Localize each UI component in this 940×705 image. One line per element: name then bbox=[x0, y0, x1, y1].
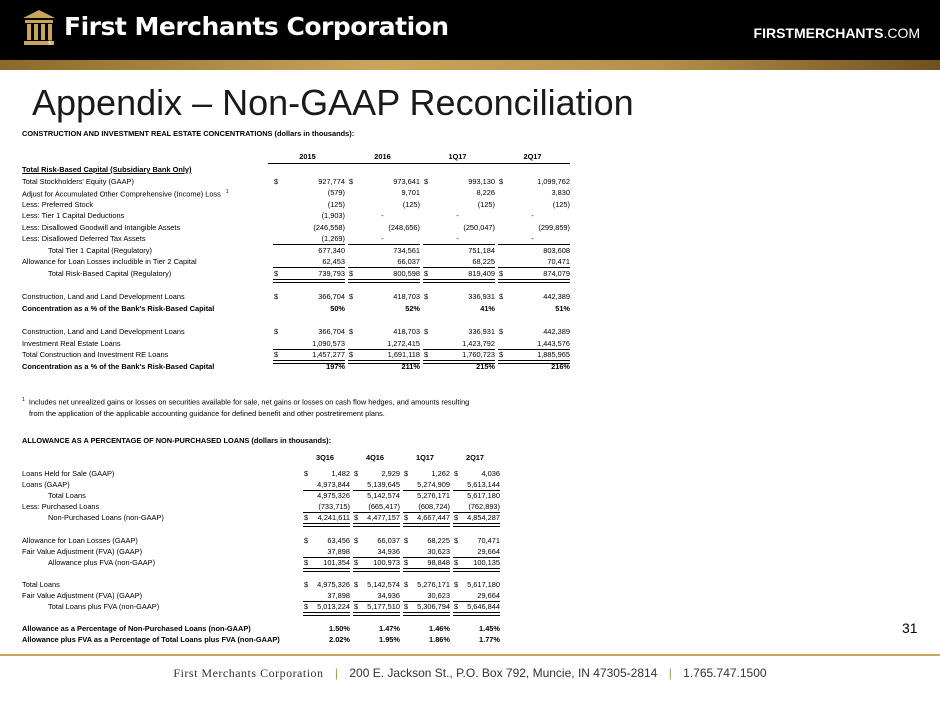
table-cell: (125) bbox=[477, 199, 495, 209]
header-bar bbox=[0, 0, 940, 60]
table-cell: 1,423,792 bbox=[462, 338, 495, 348]
row-label: Total Risk-Based Capital (Subsidiary Bank Only) bbox=[22, 165, 192, 174]
table-cell: 5,139,645 bbox=[367, 480, 400, 490]
row-label: Fair Value Adjustment (FVA) (GAAP) bbox=[22, 590, 143, 600]
table-cell: (125) bbox=[327, 199, 345, 209]
table-cell: (762,893) bbox=[468, 502, 500, 512]
table-cell: 30,623 bbox=[427, 546, 450, 556]
dollar-sign: $ bbox=[304, 557, 309, 567]
table-cell: 5,274,909 bbox=[417, 480, 450, 490]
dollar-sign: $ bbox=[304, 602, 309, 611]
table-cell: (665,417) bbox=[368, 502, 400, 512]
table-cell: 66,037 bbox=[397, 257, 420, 266]
row-label: Allowance plus FVA (non-GAAP) bbox=[48, 557, 156, 567]
row-label: Less: Tier 1 Capital Deductions bbox=[22, 211, 125, 220]
row-label: Fair Value Adjustment (FVA) (GAAP) bbox=[22, 546, 143, 556]
gold-band bbox=[0, 60, 940, 70]
table-cell: 1,760,723 bbox=[462, 350, 495, 359]
table-cell: 34,936 bbox=[377, 546, 400, 556]
table-cell: 1.45% bbox=[479, 624, 500, 634]
table-cell: 819,409 bbox=[468, 268, 495, 278]
table-cell: 1.86% bbox=[429, 635, 450, 645]
table-cell: (1,903) bbox=[321, 211, 345, 220]
table-cell: (246,558) bbox=[313, 222, 345, 232]
table-cell: 677,340 bbox=[318, 245, 345, 255]
dollar-sign: $ bbox=[454, 579, 459, 589]
double-underline bbox=[403, 612, 450, 616]
table-cell: 803,608 bbox=[543, 245, 570, 255]
dollar-sign: $ bbox=[404, 557, 409, 567]
dollar-sign: $ bbox=[424, 268, 429, 278]
footnote-number: 1 bbox=[22, 397, 25, 403]
dollar-sign: $ bbox=[304, 513, 309, 523]
table-cell: 1.95% bbox=[379, 635, 400, 645]
dollar-sign: $ bbox=[274, 268, 279, 278]
dollar-sign: $ bbox=[424, 327, 429, 336]
row-label: Construction, Land and Land Development Loans bbox=[22, 292, 185, 301]
double-underline bbox=[348, 279, 420, 283]
table-cell: 1.77% bbox=[479, 635, 500, 645]
column-header: 2Q17 bbox=[465, 453, 485, 462]
table-cell: 37,898 bbox=[327, 546, 350, 556]
row-label: Less: Disallowed Goodwill and Intangible Assets bbox=[22, 222, 181, 232]
table-cell: 211% bbox=[401, 361, 420, 371]
table-cell: (248,656) bbox=[388, 222, 420, 232]
dollar-sign: $ bbox=[349, 327, 354, 336]
column-header: 1Q17 bbox=[415, 453, 435, 462]
table-cell: 98,848 bbox=[427, 557, 450, 567]
footer-address: 200 E. Jackson St., P.O. Box 792, Muncie, IN 47305-2814 bbox=[349, 666, 658, 680]
company-logo-text: First Merchants Corporation bbox=[64, 12, 449, 41]
dollar-sign: $ bbox=[404, 602, 409, 611]
double-underline bbox=[498, 279, 570, 283]
table-cell: 29,664 bbox=[477, 546, 500, 556]
table-cell: 4,036 bbox=[481, 469, 500, 478]
double-underline bbox=[403, 523, 450, 527]
row-label: Allowance plus FVA as a Percentage of Total Loans plus FVA (non-GAAP) bbox=[22, 635, 280, 645]
dollar-sign: $ bbox=[499, 268, 504, 278]
row-label: Concentration as a % of the Bank's Risk-Based Capital bbox=[22, 361, 215, 371]
table-cell: 418,703 bbox=[393, 327, 420, 336]
dollar-sign: $ bbox=[404, 513, 409, 523]
dollar-sign: $ bbox=[354, 469, 359, 478]
double-underline bbox=[303, 568, 350, 572]
table-cell: 100,973 bbox=[373, 557, 400, 567]
dollar-sign: $ bbox=[274, 350, 279, 359]
dollar-sign: $ bbox=[499, 350, 504, 359]
table-cell: 52% bbox=[405, 303, 420, 313]
column-header: 2016 bbox=[374, 152, 391, 161]
dollar-sign: $ bbox=[404, 535, 409, 545]
site-rest: .COM bbox=[883, 25, 920, 41]
table-cell: 366,704 bbox=[318, 327, 345, 336]
dollar-sign: $ bbox=[354, 535, 359, 545]
table-cell: 973,641 bbox=[393, 176, 420, 186]
row-label: Total Loans bbox=[22, 579, 60, 589]
table-cell: 5,617,180 bbox=[467, 491, 500, 501]
table-cell: 418,703 bbox=[393, 292, 420, 301]
row-label: Less: Purchased Loans bbox=[22, 502, 100, 512]
dollar-sign: $ bbox=[499, 292, 504, 301]
table-cell: 34,936 bbox=[377, 590, 400, 600]
table-cell: 4,241,611 bbox=[317, 513, 350, 523]
page-number: 31 bbox=[902, 620, 918, 636]
double-underline bbox=[353, 523, 400, 527]
dollar-sign: $ bbox=[424, 292, 429, 301]
dollar-sign: $ bbox=[304, 535, 309, 545]
double-underline bbox=[403, 568, 450, 572]
table-cell: 68,225 bbox=[427, 535, 450, 545]
table-cell: (579) bbox=[327, 188, 345, 197]
dollar-sign: $ bbox=[349, 292, 354, 301]
row-label: Total Risk-Based Capital (Regulatory) bbox=[48, 268, 172, 278]
table-cell: 30,623 bbox=[427, 590, 450, 600]
row-label: Construction, Land and Land Development Loans bbox=[22, 327, 185, 336]
row-label: Adjust for Accumulated Other Comprehensive (Income) Loss $^1$ bbox=[22, 189, 229, 199]
table-cell: - bbox=[456, 234, 459, 243]
footer-company: First Merchants Corporation bbox=[173, 666, 324, 680]
table-cell: 5,306,794 bbox=[417, 602, 450, 611]
column-header-underline bbox=[268, 163, 570, 164]
dollar-sign: $ bbox=[304, 579, 309, 589]
dollar-sign: $ bbox=[354, 579, 359, 589]
table-cell: 5,013,224 bbox=[317, 602, 350, 611]
column-header: 1Q17 bbox=[448, 152, 467, 161]
table-cell: 4,975,326 bbox=[317, 491, 350, 501]
column-header: 3Q16 bbox=[315, 453, 335, 462]
table-cell: 1,272,415 bbox=[387, 338, 420, 348]
table-cell: (608,724) bbox=[418, 502, 450, 512]
table-cell: 29,664 bbox=[477, 590, 500, 600]
dollar-sign: $ bbox=[454, 535, 459, 545]
table-cell: 4,667,447 bbox=[417, 513, 450, 523]
dollar-sign: $ bbox=[454, 602, 459, 611]
table-cell: 442,389 bbox=[543, 327, 570, 336]
footnote-line-1 bbox=[22, 397, 469, 406]
table-cell: 927,774 bbox=[318, 176, 345, 186]
table-cell: 101,354 bbox=[323, 557, 350, 567]
row-label: Total Loans plus FVA (non-GAAP) bbox=[48, 602, 160, 611]
table-cell: 5,177,510 bbox=[367, 602, 400, 611]
table-cell: - bbox=[531, 211, 534, 220]
dollar-sign: $ bbox=[349, 176, 354, 186]
footer-divider bbox=[0, 654, 940, 656]
table-cell: 366,704 bbox=[318, 292, 345, 301]
dollar-sign: $ bbox=[404, 579, 409, 589]
double-underline bbox=[453, 612, 500, 616]
table-cell: 5,276,171 bbox=[417, 491, 450, 501]
dollar-sign: $ bbox=[499, 327, 504, 336]
table-cell: 874,079 bbox=[543, 268, 570, 278]
table-cell: 1,457,277 bbox=[312, 350, 345, 359]
section-heading: CONSTRUCTION AND INVESTMENT REAL ESTATE CONCENTRATIONS (dollars in thousands): bbox=[22, 129, 355, 138]
row-label: Allowance as a Percentage of Non-Purchased Loans (non-GAAP) bbox=[22, 624, 251, 634]
table-cell: - bbox=[381, 211, 384, 220]
row-label: Total Stockholders' Equity (GAAP) bbox=[22, 176, 134, 186]
table-cell: 70,471 bbox=[547, 257, 570, 266]
row-label: Loans Held for Sale (GAAP) bbox=[22, 469, 115, 478]
table-cell: 1,099,762 bbox=[537, 176, 570, 186]
table-cell: 216% bbox=[551, 361, 570, 371]
row-label: Allowance for Loan Losses includible in Tier 2 Capital bbox=[22, 257, 197, 266]
dollar-sign: $ bbox=[354, 513, 359, 523]
table-cell: (125) bbox=[402, 199, 420, 209]
section-heading: ALLOWANCE AS A PERCENTAGE OF NON-PURCHASED LOANS (dollars in thousands): bbox=[22, 436, 332, 445]
double-underline bbox=[353, 612, 400, 616]
table-cell: 1.46% bbox=[429, 624, 450, 634]
double-underline bbox=[303, 523, 350, 527]
table-cell: 336,931 bbox=[468, 292, 495, 301]
table-cell: 1,885,965 bbox=[537, 350, 570, 359]
row-label: Total Construction and Investment RE Loans bbox=[22, 350, 169, 359]
table-cell: 5,617,180 bbox=[467, 579, 500, 589]
table-cell: 8,226 bbox=[476, 188, 495, 197]
table-cell: 5,142,574 bbox=[367, 579, 400, 589]
row-label: Total Loans bbox=[48, 491, 86, 501]
page-title: Appendix – Non-GAAP Reconciliation bbox=[32, 82, 634, 123]
table-cell: 5,613,144 bbox=[467, 480, 500, 490]
double-underline bbox=[273, 279, 345, 283]
table-cell: 37,898 bbox=[327, 590, 350, 600]
dollar-sign: $ bbox=[354, 602, 359, 611]
table-cell: 751,184 bbox=[468, 245, 495, 255]
row-label: Less: Disallowed Deferred Tax Assets bbox=[22, 234, 146, 243]
footnote-line-2: from the application of the applicable accounting guidance for defined benefit and other postretirement plans. bbox=[29, 409, 385, 418]
table-cell: 41% bbox=[480, 303, 495, 313]
row-label: Investment Real Estate Loans bbox=[22, 338, 121, 348]
dollar-sign: $ bbox=[454, 469, 459, 478]
table-cell: 100,135 bbox=[473, 557, 500, 567]
table-cell: 442,389 bbox=[543, 292, 570, 301]
table-cell: 4,973,844 bbox=[317, 480, 350, 490]
table-cell: - bbox=[456, 211, 459, 220]
table-cell: 51% bbox=[555, 303, 570, 313]
dollar-sign: $ bbox=[349, 268, 354, 278]
footnote-text-1: Includes net unrealized gains or losses on securities available for sale, net gains or losses on cash flow hedges, and amounts resulting bbox=[28, 397, 470, 407]
table-cell: 1,691,118 bbox=[387, 350, 420, 359]
row-label: Total Tier 1 Capital (Regulatory) bbox=[48, 245, 152, 255]
table-cell: (299,859) bbox=[538, 222, 570, 232]
dollar-sign: $ bbox=[349, 350, 354, 359]
table-cell: 68,225 bbox=[472, 257, 495, 266]
table-cell: 62,453 bbox=[322, 257, 345, 266]
dollar-sign: $ bbox=[454, 557, 459, 567]
footer-separator: | bbox=[668, 666, 672, 680]
column-header: 4Q16 bbox=[365, 453, 385, 462]
table-cell: 66,037 bbox=[377, 535, 400, 545]
footer-separator: | bbox=[334, 666, 339, 680]
row-label: Non-Purchased Loans (non-GAAP) bbox=[48, 513, 164, 523]
registered-mark: ® bbox=[48, 41, 53, 47]
row-label: Concentration as a % of the Bank's Risk-Based Capital bbox=[22, 303, 215, 313]
table-cell: 9,701 bbox=[401, 188, 420, 197]
dollar-sign: $ bbox=[424, 176, 429, 186]
table-cell: 50% bbox=[330, 303, 345, 313]
table-cell: 197% bbox=[326, 361, 345, 371]
dollar-sign: $ bbox=[274, 176, 279, 186]
table-cell: 2,929 bbox=[381, 469, 400, 478]
double-underline bbox=[423, 279, 495, 283]
dollar-sign: $ bbox=[499, 176, 504, 186]
table-cell: 734,561 bbox=[393, 245, 420, 255]
table-cell: (125) bbox=[552, 199, 570, 209]
column-header: 2015 bbox=[299, 152, 316, 161]
table-cell: 4,975,326 bbox=[317, 579, 350, 589]
table-cell: 63,456 bbox=[327, 535, 350, 545]
row-label: Allowance for Loan Losses (GAAP) bbox=[22, 535, 138, 545]
table-cell: 2.02% bbox=[329, 635, 350, 645]
table-cell: 1.50% bbox=[329, 624, 350, 634]
table-cell: 1,482 bbox=[331, 469, 350, 478]
table-cell: 4,477,157 bbox=[367, 513, 400, 523]
table-cell: (1,269) bbox=[321, 234, 345, 243]
table-cell: 1.47% bbox=[379, 624, 400, 634]
table-cell: - bbox=[381, 234, 384, 243]
table-cell: 3,830 bbox=[551, 188, 570, 197]
table-cell: 1,090,573 bbox=[312, 338, 345, 348]
dollar-sign: $ bbox=[424, 350, 429, 359]
table-cell: 5,142,574 bbox=[367, 491, 400, 501]
table-cell: 70,471 bbox=[477, 535, 500, 545]
column-header: 2Q17 bbox=[523, 152, 542, 161]
table-cell: 4,854,287 bbox=[467, 513, 500, 523]
table-cell: 336,931 bbox=[468, 327, 495, 336]
table-cell: 800,598 bbox=[393, 268, 420, 278]
table-cell: 993,130 bbox=[468, 176, 495, 186]
table-cell: (250,047) bbox=[463, 222, 495, 232]
dollar-sign: $ bbox=[274, 327, 279, 336]
double-underline bbox=[453, 523, 500, 527]
dollar-sign: $ bbox=[404, 469, 409, 478]
table-cell: 739,793 bbox=[318, 268, 345, 278]
dollar-sign: $ bbox=[454, 513, 459, 523]
footer-phone: 1.765.747.1500 bbox=[683, 666, 767, 680]
table-cell: 5,646,844 bbox=[467, 602, 500, 611]
row-label: Less: Preferred Stock bbox=[22, 199, 94, 209]
table-cell: 1,443,576 bbox=[537, 338, 570, 348]
dollar-sign: $ bbox=[354, 557, 359, 567]
row-label: Loans (GAAP) bbox=[22, 480, 70, 490]
site-bold: FIRSTMERCHANTS bbox=[753, 25, 884, 41]
double-underline bbox=[353, 568, 400, 572]
website-link[interactable] bbox=[754, 25, 920, 41]
table-cell: 215% bbox=[476, 361, 495, 371]
footer bbox=[0, 666, 940, 681]
table-cell: - bbox=[531, 234, 534, 243]
double-underline bbox=[303, 612, 350, 616]
table-cell: (733,715) bbox=[318, 502, 350, 512]
footnote-ref: 1 bbox=[225, 189, 229, 195]
table-cell: 1,262 bbox=[431, 469, 450, 478]
dollar-sign: $ bbox=[274, 292, 279, 301]
table-cell: 5,276,171 bbox=[417, 579, 450, 589]
double-underline bbox=[453, 568, 500, 572]
dollar-sign: $ bbox=[304, 469, 309, 478]
